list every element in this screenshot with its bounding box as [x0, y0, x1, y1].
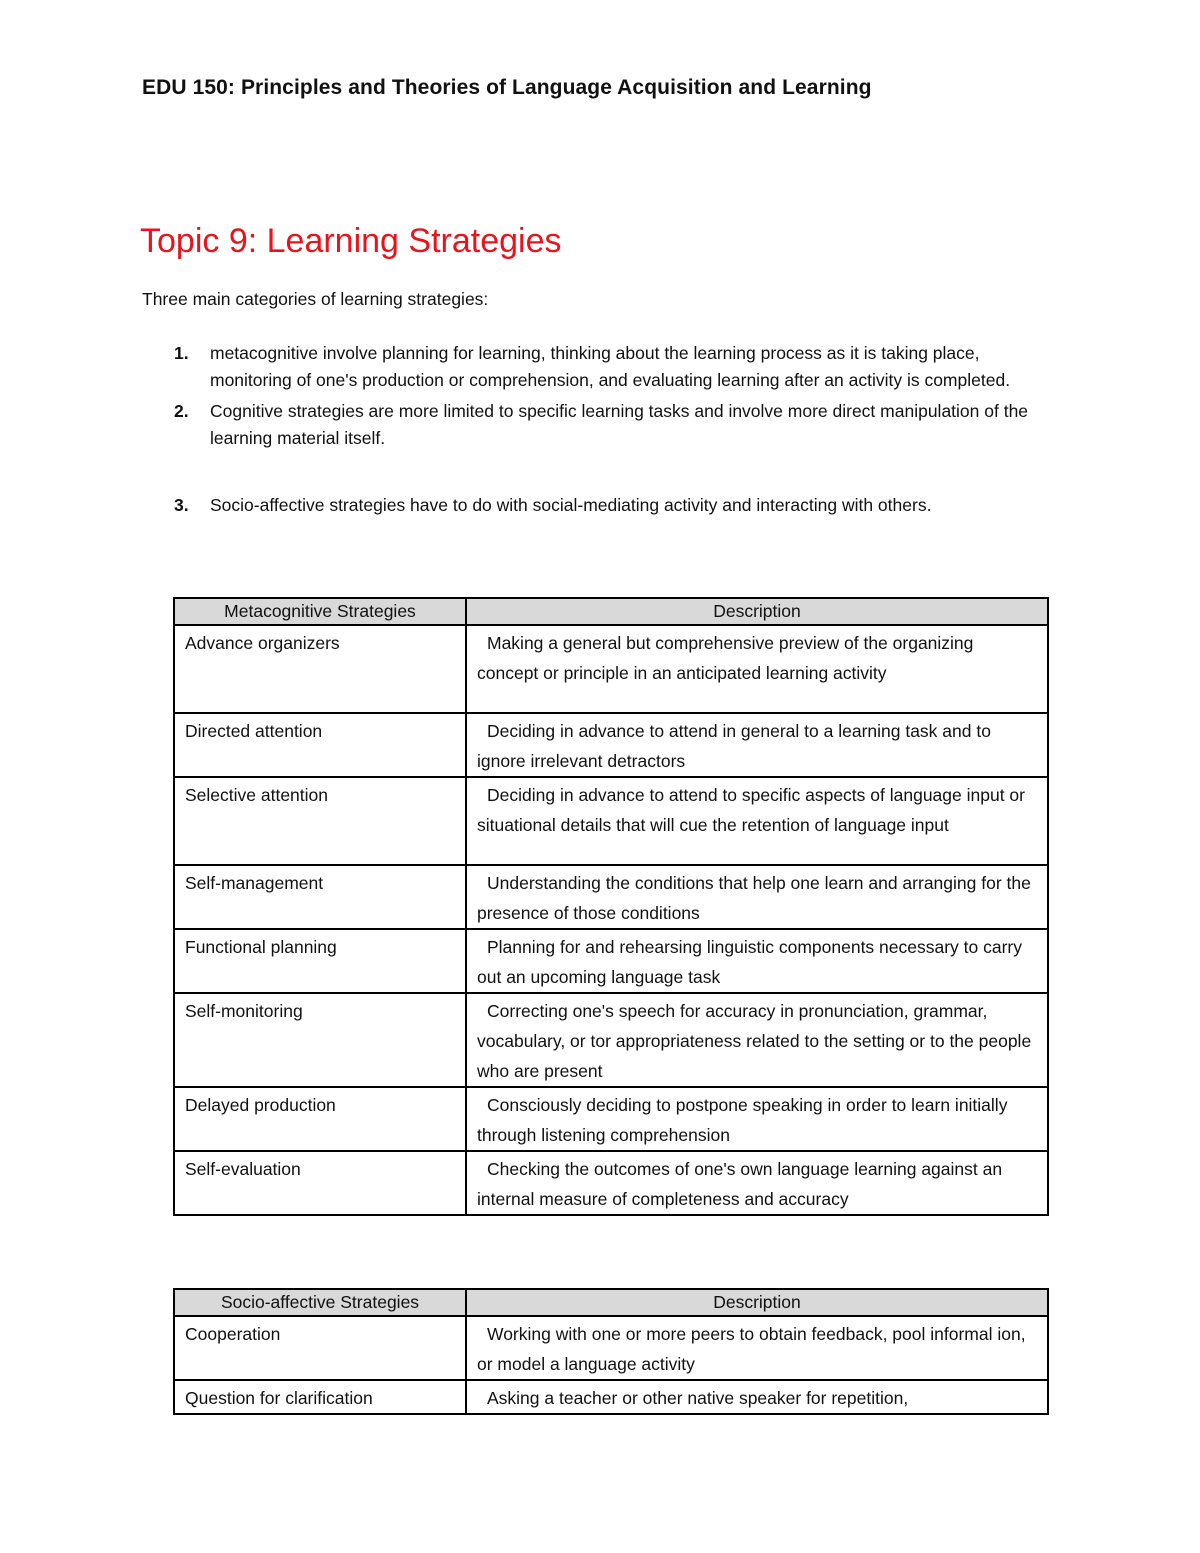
strategy-description: Checking the outcomes of one's own language learning against an internal measure of completeness and accuracy	[466, 1151, 1048, 1215]
table-header-row	[174, 598, 1048, 625]
table-row	[174, 777, 1048, 865]
strategy-name: Self-evaluation	[174, 1151, 466, 1215]
strategy-description: Asking a teacher or other native speaker for repetition,	[466, 1380, 1048, 1414]
column-header: Metacognitive Strategies	[174, 598, 466, 625]
strategy-description: Deciding in advance to attend to specific aspects of language input or situational details that will cue the retention of language input	[466, 777, 1048, 865]
table-row	[174, 1380, 1048, 1414]
list-item	[174, 398, 1044, 452]
socio-affective-strategies-table	[173, 1288, 1049, 1415]
topic-heading: Topic 9: Learning Strategies	[140, 222, 562, 260]
strategy-name: Self-management	[174, 865, 466, 929]
strategy-description: Working with one or more peers to obtain feedback, pool informal ion, or model a language activity	[466, 1316, 1048, 1380]
strategy-description: Deciding in advance to attend in general to a learning task and to ignore irrelevant detractors	[466, 713, 1048, 777]
list-number: 3.	[174, 495, 189, 515]
table-header-row	[174, 1289, 1048, 1316]
strategy-categories-list	[174, 340, 1044, 519]
strategy-description: Correcting one's speech for accuracy in pronunciation, grammar, vocabulary, or tor appropriateness related to the setting or to the people who are present	[466, 993, 1048, 1087]
table-row	[174, 1316, 1048, 1380]
strategy-name: Cooperation	[174, 1316, 466, 1380]
table-row	[174, 713, 1048, 777]
column-header: Socio-affective Strategies	[174, 1289, 466, 1316]
strategy-description: Making a general but comprehensive preview of the organizing concept or principle in an anticipated learning activity	[466, 625, 1048, 713]
strategy-name: Delayed production	[174, 1087, 466, 1151]
strategy-description: Planning for and rehearsing linguistic components necessary to carry out an upcoming language task	[466, 929, 1048, 993]
column-header: Description	[466, 1289, 1048, 1316]
table-row	[174, 929, 1048, 993]
list-item	[174, 340, 1044, 394]
table-row	[174, 865, 1048, 929]
strategy-name: Functional planning	[174, 929, 466, 993]
list-item-text: metacognitive involve planning for learning, thinking about the learning process as it is taking place, monitoring of one's production or comprehension, and evaluating learning after an activity is completed.	[210, 343, 1011, 390]
table-row	[174, 993, 1048, 1087]
strategy-name: Selective attention	[174, 777, 466, 865]
strategy-name: Advance organizers	[174, 625, 466, 713]
document-header-title: EDU 150: Principles and Theories of Language Acquisition and Learning	[142, 76, 872, 99]
metacognitive-strategies-table	[173, 597, 1049, 1216]
table-row	[174, 1087, 1048, 1151]
strategy-description: Understanding the conditions that help one learn and arranging for the presence of those conditions	[466, 865, 1048, 929]
strategy-name: Directed attention	[174, 713, 466, 777]
column-header: Description	[466, 598, 1048, 625]
list-item	[174, 492, 1044, 519]
strategy-name: Question for clarification	[174, 1380, 466, 1414]
list-item-text: Socio-affective strategies have to do with social-mediating activity and interacting with others.	[210, 495, 932, 515]
list-number: 2.	[174, 401, 189, 421]
list-number: 1.	[174, 343, 189, 363]
list-item-text: Cognitive strategies are more limited to specific learning tasks and involve more direct manipulation of the learning material itself.	[210, 401, 1029, 448]
strategy-name: Self-monitoring	[174, 993, 466, 1087]
intro-text: Three main categories of learning strategies:	[142, 289, 489, 309]
strategy-description: Consciously deciding to postpone speaking in order to learn initially through listening comprehension	[466, 1087, 1048, 1151]
table-row	[174, 1151, 1048, 1215]
table-row	[174, 625, 1048, 713]
